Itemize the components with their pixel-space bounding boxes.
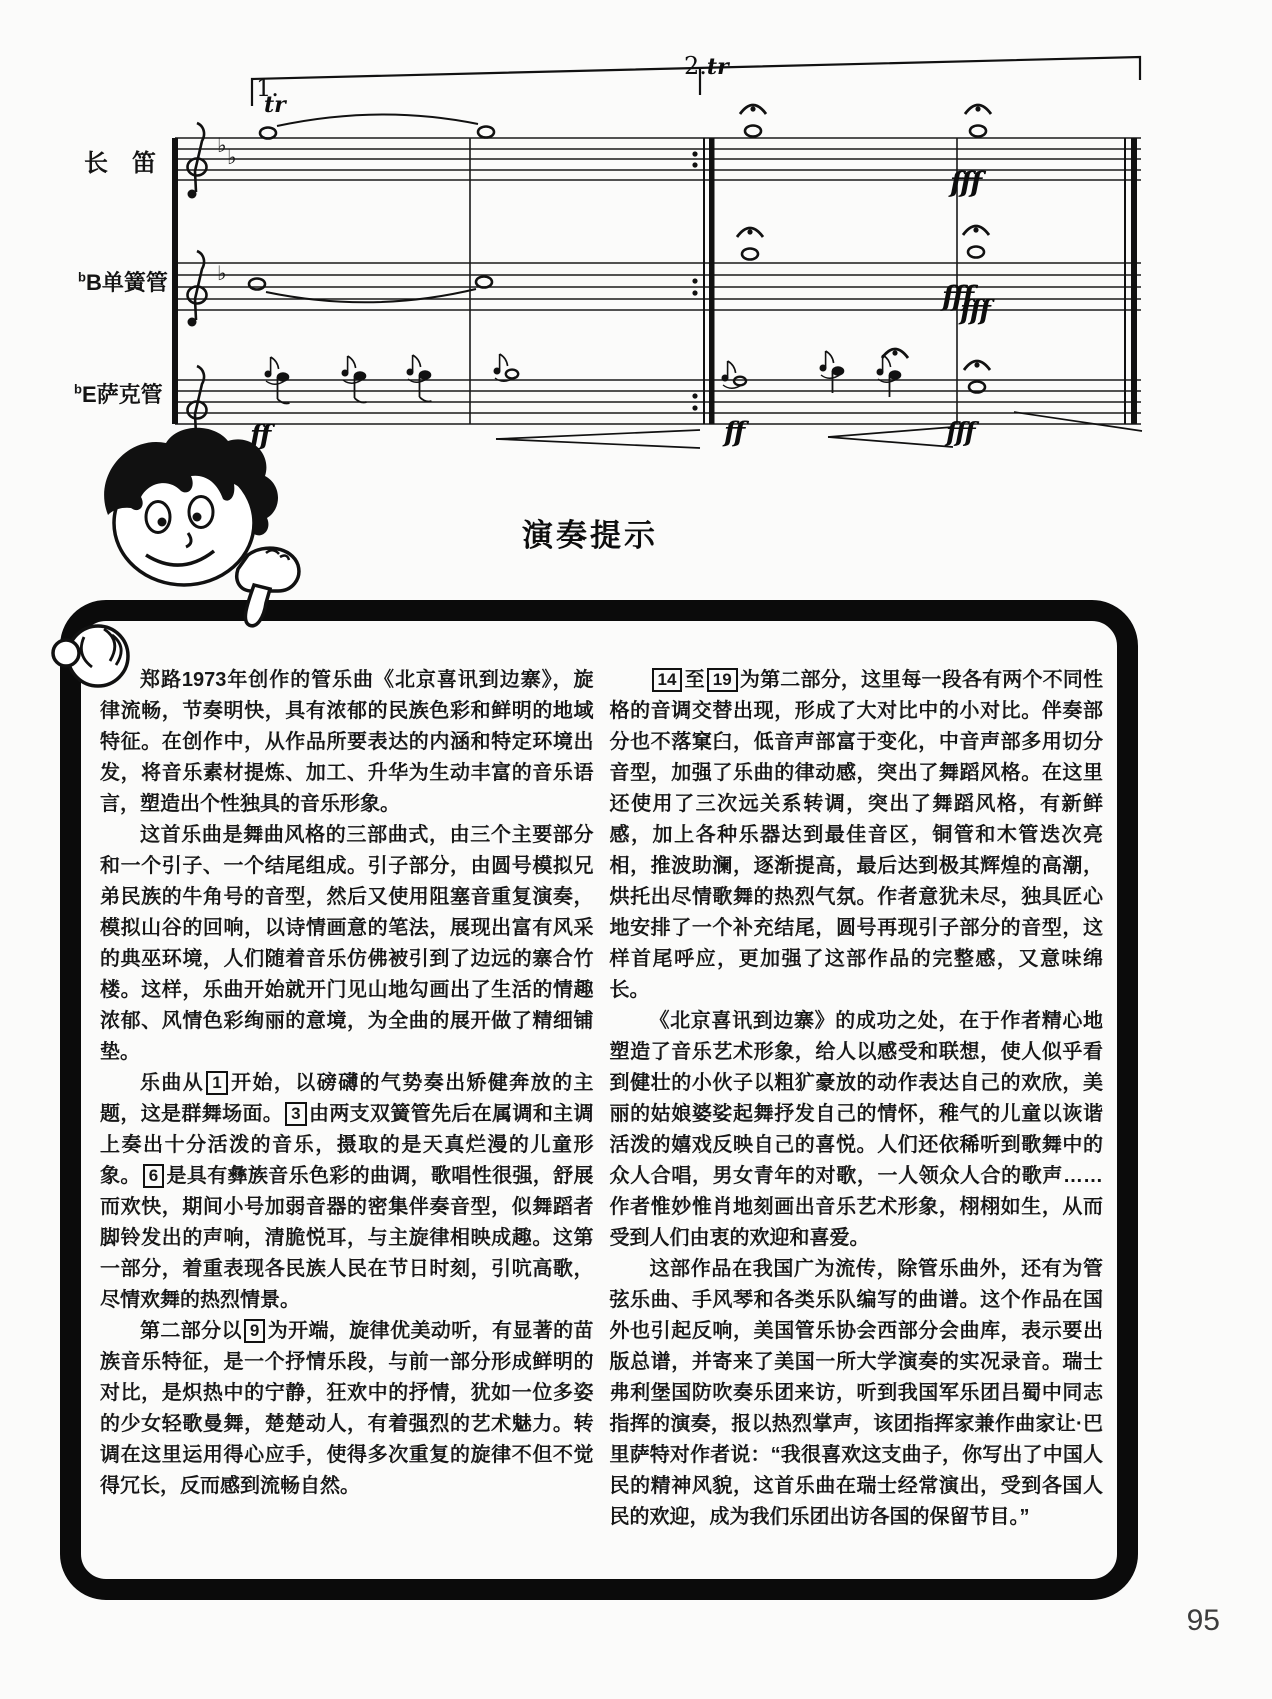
dynamic-sax-ff-a: ff [250, 420, 270, 451]
cartoon-boy-mascot [46, 413, 336, 718]
rehearsal-mark: 3 [285, 1102, 306, 1126]
dynamic-sax-fff-top: fff [960, 295, 989, 326]
instrument-label-flute: 长 笛 [84, 150, 156, 177]
score-graphics [0, 0, 1272, 460]
dynamic-sax-fff-b: fff [946, 418, 974, 448]
barlines [172, 138, 1137, 424]
instrument-label-clarinet: $^b$B单簧管 [78, 269, 168, 295]
volta2-label: 2.tr [684, 52, 729, 80]
dynamic-sax-ff-b: ff [724, 417, 744, 448]
trill-mark: tr [264, 92, 286, 118]
dynamic-clarinet-fff: fff [942, 280, 973, 313]
slur [266, 289, 476, 302]
article-right-column [610, 665, 1104, 1569]
svg-text:♭: ♭ [217, 261, 227, 285]
flute-notes [260, 126, 986, 139]
svg-text:♭: ♭ [217, 133, 227, 157]
repeat-dots [692, 151, 697, 410]
staff-lines [175, 138, 1141, 424]
article-paragraph: 第二部分以 9 为开端，旋律优美动听，有显著的苗族音乐特征，是一个抒情乐段，与前一部分形成鲜明的对比，是炽热中的宁静，狂欢中的抒情，犹如一位多姿的少女轻歌曼舞，楚楚动人，有着强烈的艺术魅力。转调在这里运用得心应手，使得多次重复的旋律不但不觉得冗长，反而感到流畅自然。 [100, 1320, 594, 1497]
clarinet-notes [249, 247, 984, 290]
rehearsal-mark: 9 [244, 1319, 265, 1343]
article-box [60, 600, 1138, 1600]
crescendo-hairpins [496, 412, 1142, 448]
article-paragraph: 乐曲从 1 开始，以磅礴的气势奏出矫健奔放的主题，这是群舞场面。 3 由两支双簧管先后在属调和主调上奏出十分活泼的音乐，摄取的是天真烂漫的儿童形象。 6 是具有彝族音乐色彩的曲调，歌唱性很强，舒展而欢快，期间小号加弱音器的密集伴奏音型，似舞蹈者脚铃发出的声响，清脆悦耳，与主旋律相映成趣。这第一部分，着重表现各民族人民在节日时刻，引吭高歌，尽情欢舞的热烈情景。 [100, 1072, 594, 1311]
mascot-pointing-hand [237, 548, 299, 626]
mascot-fist [53, 626, 128, 686]
article-paragraph: 《北京喜讯到边寨》的成功之处，在于作者精心地塑造了音乐艺术形象，给人以感受和联想，使人似乎看到健壮的小伙子以粗犷豪放的动作表达自己的欢欣，美丽的姑娘婆娑起舞抒发自己的情怀，稚气的儿童以诙谐活泼的嬉戏反映自己的喜悦。人们还依稀听到歌舞中的众人合唱，男女青年的对歌，一人领众人合的歌声……作者惟妙惟肖地刻画出音乐艺术形象，栩栩如生，从而受到人们由衷的欢迎和喜爱。 [609, 1010, 1103, 1249]
music-score [0, 0, 1272, 460]
svg-text:♭: ♭ [227, 145, 237, 169]
section-title: 演奏提示 [522, 518, 658, 553]
treble-clef-icon [188, 123, 207, 199]
sax-notes [265, 351, 985, 404]
rehearsal-mark: 19 [707, 668, 738, 692]
article-left-column [100, 665, 594, 1569]
instrument-label-saxophone: $^b$E萨克管 [74, 381, 163, 407]
page-number: 95 [1186, 1604, 1220, 1637]
rehearsal-mark: 1 [206, 1071, 227, 1095]
rehearsal-mark: 14 [652, 668, 683, 692]
article-paragraph: 郑路1973年创作的管乐曲《北京喜讯到边寨》，旋律流畅，节奏明快，具有浓郁的民族色彩和鲜明的地域特征。在创作中，从作品所要表达的内涵和特定环境出发，将音乐素材提炼、加工、升华为生动丰富的音乐语言，塑造出个性独具的音乐形象。 [100, 669, 594, 815]
article-paragraph: 14 至 19 为第二部分，这里每一段各有两个不同性格的音调交替出现，形成了大对比中的小对比。伴奏部分也不落窠臼，低音声部富于变化，中音声部多用切分音型，加强了乐曲的律动感，突出了舞蹈风格。在这里还使用了三次远关系转调，突出了舞蹈风格，有新鲜感，加上各种乐器达到最佳音区，铜管和木管迭次亮相，推波助澜，逐渐提高，最后达到极其辉煌的高潮，烘托出尽情歌舞的热烈气氛。作者意犹未尽，独具匠心地安排了一个补充结尾，圆号再现引子部分的音型，这样首尾呼应，更加强了这部作品的完整感，又意味绵长。 [609, 669, 1104, 1001]
key-signature [217, 133, 236, 285]
article-paragraph: 这首乐曲是舞曲风格的三部曲式，由三个主要部分和一个引子、一个结尾组成。引子部分，由圆号模拟兄弟民族的牛角号的音型，然后又使用阻塞音重复演奏，模拟山谷的回响，以诗情画意的笔法，展现出富有风采的典巫环境，人们随着音乐仿佛被引到了边远的寨合竹楼。这样，乐曲开始就开门见山地勾画出了生活的情趣浓郁、风情色彩绚丽的意境，为全曲的展开做了精细铺垫。 [100, 824, 594, 1063]
slur [277, 114, 478, 126]
rehearsal-mark: 6 [143, 1164, 164, 1188]
article-paragraph: 这部作品在我国广为流传，除管乐曲外，还有为管弦乐曲、手风琴和各类乐队编写的曲谱。这个作品在国外也引起反响，美国管乐协会西部分会曲库，表示要出版总谱，并寄来了美国一所大学演奏的实况录音。瑞士弗利堡国防吹奏乐团来访，听到我国军乐团吕蜀中同志指挥的演奏，报以热烈掌声，该团指挥家兼作曲家让·巴里萨特对作者说：“我很喜欢这支曲子，你写出了中国人民的精神风貌，这首乐曲在瑞士经常演出，受到各国人民的欢迎，成为我们乐团出访各国的保留节目。” [609, 1258, 1103, 1528]
volta1-label: 1. [256, 74, 279, 102]
dynamic-flute-fff: fff [950, 166, 981, 199]
